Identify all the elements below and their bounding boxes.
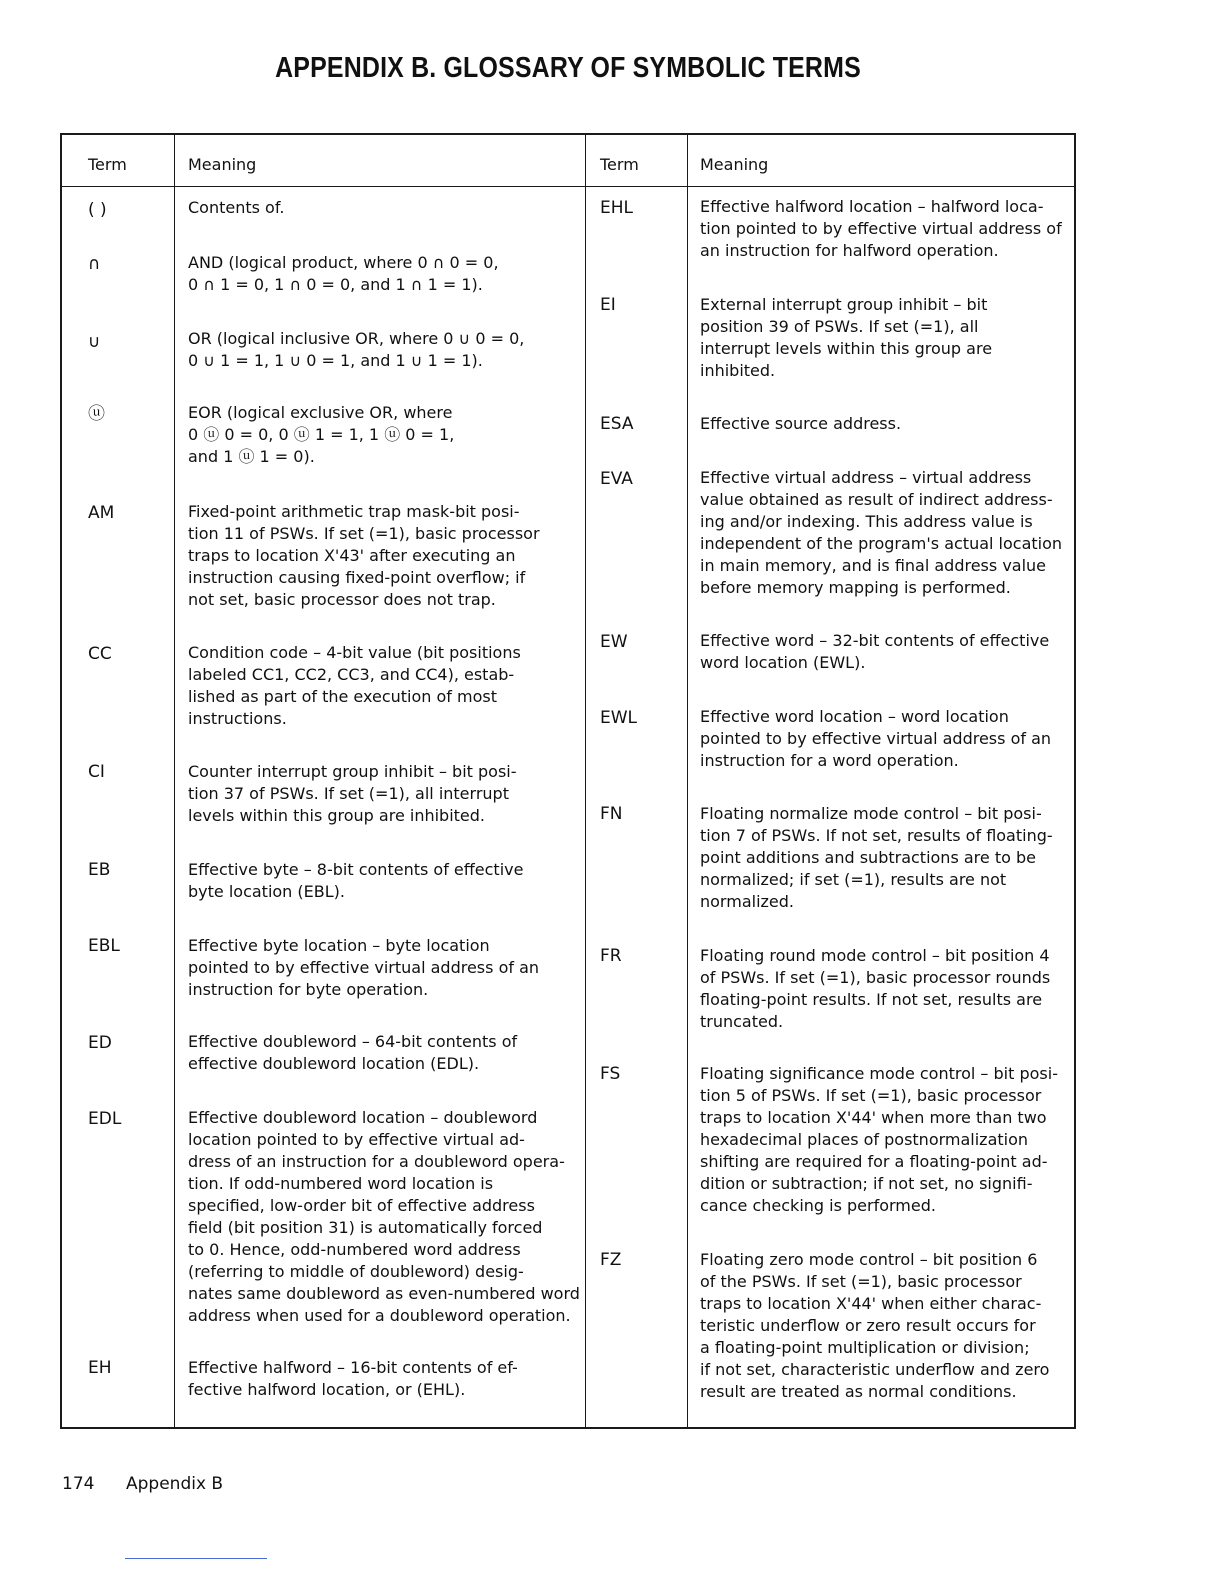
column-divider	[174, 135, 175, 1427]
glossary-term: FS	[600, 1064, 621, 1084]
glossary-term: EB	[88, 860, 111, 880]
glossary-term: EHL	[600, 198, 633, 218]
column-divider	[687, 135, 688, 1427]
glossary-term: EI	[600, 295, 616, 315]
column-header-meaning: Meaning	[188, 155, 257, 174]
glossary-definition: Effective word – 32-bit contents of effective word location (EWL).	[700, 631, 1050, 672]
glossary-definition: Floating zero mode control – bit position 6 of the PSWs. If set (=1), basic processor traps to location X'44' when either charac- teristic underflow or zero result occurs for a floating-point multiplication or division; if not set, characteristic underflow and zero result are treated as normal conditions.	[700, 1250, 1050, 1401]
glossary-definition: Effective halfword – 16-bit contents of ef- fective halfword location, or (EHL).	[188, 1358, 518, 1399]
glossary-definition: OR (logical inclusive OR, where 0 ∪ 0 = 0, 0 ∪ 1 = 1, 1 ∪ 0 = 1, and 1 ∪ 1 = 1).	[188, 329, 525, 370]
column-header-term: Term	[600, 155, 639, 174]
glossary-definition: Effective source address.	[700, 414, 902, 433]
glossary-term: ∩	[88, 254, 101, 274]
glossary-term: ⓤ	[88, 404, 105, 424]
glossary-term: AM	[88, 503, 115, 523]
glossary-definition: Fixed-point arithmetic trap mask-bit posi- tion 11 of PSWs. If set (=1), basic processor traps to location X'43' after executing an instruction causing fixed-point overflow; if not set, basic processor does not trap.	[188, 502, 540, 609]
glossary-definition: Condition code – 4-bit value (bit positions labeled CC1, CC2, CC3, and CC4), estab- lished as part of the execution of most instructions.	[188, 643, 521, 728]
glossary-term: ESA	[600, 414, 634, 434]
glossary-term: CI	[88, 762, 105, 782]
page-number: 174	[62, 1474, 95, 1494]
glossary-term: EWL	[600, 708, 638, 728]
glossary-definition: Counter interrupt group inhibit – bit posi- tion 37 of PSWs. If set (=1), all interrupt levels within this group are inhibited.	[188, 762, 517, 825]
page-title: APPENDIX B. GLOSSARY OF SYMBOLIC TERMS	[275, 52, 861, 84]
glossary-definition: Floating significance mode control – bit posi- tion 5 of PSWs. If set (=1), basic processor traps to location X'44' when more than two hexadecimal places of postnormalization shifting are required for a floating-point ad- dition or subtraction; if not set, no signifi- cance checking is performed.	[700, 1064, 1058, 1215]
glossary-definition: Effective halfword location – halfword loca- tion pointed to by effective virtual address of an instruction for halfword operation.	[700, 197, 1062, 260]
glossary-definition: EOR (logical exclusive OR, where 0 ⓤ 0 = 0, 0 ⓤ 1 = 1, 1 ⓤ 0 = 1, and 1 ⓤ 1 = 0).	[188, 403, 455, 466]
column-header-term: Term	[88, 155, 127, 174]
glossary-definition: Floating normalize mode control – bit posi- tion 7 of PSWs. If not set, results of floating- point additions and subtractions are to be normalized; if set (=1), results are not normalized.	[700, 804, 1053, 911]
glossary-term: EH	[88, 1358, 112, 1378]
glossary-definition: Effective virtual address – virtual address value obtained as result of indirect address- ing and/or indexing. This address value is independent of the program's actual location in main memory, and is final address value before memory mapping is performed.	[700, 468, 1063, 597]
glossary-term: EBL	[88, 936, 120, 956]
glossary-definition: Effective doubleword location – doubleword location pointed to by effective virtual ad- dress of an instruction for a doubleword opera- tion. If odd-numbered word location is specified, low-order bit of effective address field (bit position 31) is automatically forced to 0. Hence, odd-numbered word address (referring to middle of doubleword) desig- nates same doubleword as even-numbered word address when used for a doubleword operation.	[188, 1108, 580, 1325]
glossary-term: ∪	[88, 332, 101, 352]
scan-underline	[125, 1558, 267, 1559]
glossary-table	[60, 133, 1076, 1429]
glossary-term: FN	[600, 804, 623, 824]
glossary-term: ED	[88, 1033, 112, 1053]
glossary-term: FR	[600, 946, 622, 966]
column-divider	[585, 135, 586, 1427]
glossary-definition: Effective byte – 8-bit contents of effective byte location (EBL).	[188, 860, 524, 901]
header-divider	[62, 186, 1074, 187]
glossary-term: FZ	[600, 1250, 622, 1270]
glossary-term: ( )	[88, 200, 107, 220]
column-header-meaning: Meaning	[700, 155, 769, 174]
glossary-definition: Contents of.	[188, 198, 285, 217]
glossary-term: CC	[88, 644, 112, 664]
glossary-definition: Effective byte location – byte location pointed to by effective virtual address of an instruction for byte operation.	[188, 936, 540, 999]
glossary-definition: Floating round mode control – bit position 4 of PSWs. If set (=1), basic processor rounds floating-point results. If not set, results are truncated.	[700, 946, 1051, 1031]
glossary-term: EW	[600, 632, 628, 652]
glossary-definition: Effective word location – word location pointed to by effective virtual address of an instruction for a word operation.	[700, 707, 1052, 770]
glossary-definition: External interrupt group inhibit – bit position 39 of PSWs. If set (=1), all interrupt levels within this group are inhibited.	[700, 295, 993, 380]
glossary-term: EVA	[600, 469, 633, 489]
glossary-definition: AND (logical product, where 0 ∩ 0 = 0, 0 ∩ 1 = 0, 1 ∩ 0 = 0, and 1 ∩ 1 = 1).	[188, 253, 499, 294]
glossary-definition: Effective doubleword – 64-bit contents of effective doubleword location (EDL).	[188, 1032, 518, 1073]
footer-section-label: Appendix B	[126, 1474, 224, 1494]
glossary-term: EDL	[88, 1109, 122, 1129]
